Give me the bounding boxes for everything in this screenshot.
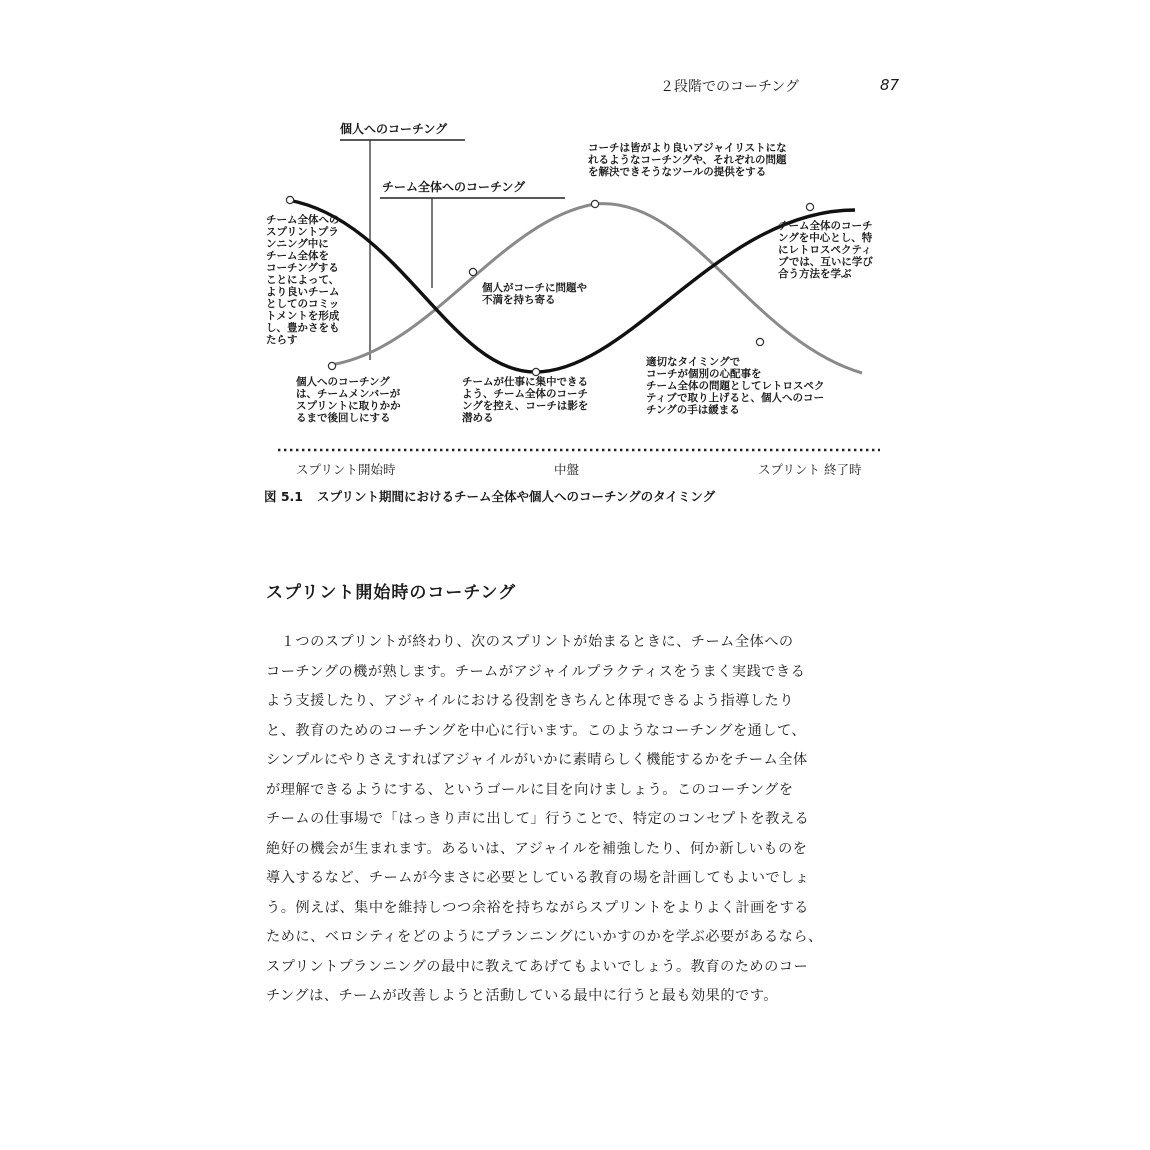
body-line: チームの仕事場で「はっきり声に出して」行うことで、特定のコンセプトを教える [266, 811, 810, 827]
figure-number: 図 5.1 [264, 489, 303, 504]
marker-team-low [532, 368, 539, 375]
body-line: ために、ベロシティをどのようにプランニングにいかすのかを学ぶ必要があるなら、 [266, 929, 823, 945]
running-head: ２段階でのコーチング [660, 79, 800, 95]
marker-individual-rise [469, 268, 476, 275]
marker-team-end [806, 203, 813, 210]
page-number: 87 [880, 76, 900, 94]
marker-individual-peak [591, 200, 598, 207]
body-line: 絶好の機会が生まれます。あるいは、アジャイルを補強したり、何か新しいものを [266, 840, 808, 857]
marker-individual-fall [756, 338, 763, 345]
note-coach-tools: コーチは皆がより良いアジャイリストにな れるようなコーチングや、それぞれの問題 を解決できそうなツールの提供をする [588, 142, 787, 178]
figure [250, 110, 910, 510]
body-line: スプリントプランニングの最中に教えてあげてもよいでしょう。教育のためのコー [266, 958, 809, 975]
body-line: シンプルにやりさえすればアジャイルがいかに素晴らしく機能するかをチーム全体 [266, 752, 808, 768]
body-line: が理解できるようにする、というゴールに目を向けましょう。このコーチングを [266, 781, 794, 798]
section-title: スプリント開始時のコーチング [266, 583, 517, 603]
body-line: チングは、チームが改善しようと活動している最中に行うと最も効果的です。 [266, 988, 778, 1004]
axis-label-end: スプリント 終了時 [758, 462, 862, 477]
body-line: う。例えば、集中を維持しつつ余裕を持ちながらスプリントをよりよく計画をする [266, 899, 809, 916]
body-line: コーチングの機が熟します。チームがアジャイルプラクティスをうまく実践できる [266, 663, 806, 680]
note-individual-issues: 個人がコーチに問題や 不満を持ち寄る [482, 282, 587, 306]
axis-label-middle: 中盤 [554, 462, 580, 477]
label-team-coaching: チーム全体へのコーチング [382, 180, 526, 194]
body-line: よう支援したり、アジャイルにおける役割をきちんと体現できるよう指導したり [266, 693, 794, 709]
coaching-curves-diagram [250, 110, 910, 510]
body-line: 導入するなど、チームが今まさに必要としている教育の場を計画してもよいでしょ [266, 870, 810, 886]
figure-caption [264, 487, 715, 505]
marker-individual-start [328, 362, 335, 369]
note-sprint-planning: チーム全体への スプリントプラ ンニング中に チーム全体を コーチングする ことによって、 より良いチーム としてのコミッ トメントを形成 し、豊かさをも たらす [266, 214, 340, 346]
body-line: と、教育のためのコーチングを中心に行います。このようなコーチングを通して、 [266, 722, 807, 739]
label-individual-coaching: 個人へのコーチング [340, 122, 448, 136]
note-coach-stays-back: チームが仕事に集中できる よう、チーム全体のコーチ ングを控え、コーチは影を 潜める [462, 376, 589, 424]
note-retrospective: チーム全体のコーチ ングを中心とし、特 にレトロスペクティ ブでは、互いに学び 合う方法を学ぶ [778, 220, 873, 280]
figure-caption-text: スプリント期間におけるチーム全体や個人へのコーチングのタイミング [317, 489, 716, 504]
body-paragraph [266, 628, 906, 1012]
body-line: １つのスプリントが終わり、次のスプリントが始まるときに、チーム全体への [266, 634, 794, 650]
note-individual-eases: 適切なタイミングで コーチが個別の心配事を チーム全体の問題としてレトロスペク ティブで取り上げると、個人へのコー チングの手は緩まる [646, 356, 825, 416]
axis-label-start: スプリント開始時 [296, 462, 396, 477]
marker-team-start [286, 196, 293, 203]
note-individual-deferred: 個人へのコーチング は、チームメンバーが スプリントに取りかか るまで後回しにする [296, 376, 401, 424]
